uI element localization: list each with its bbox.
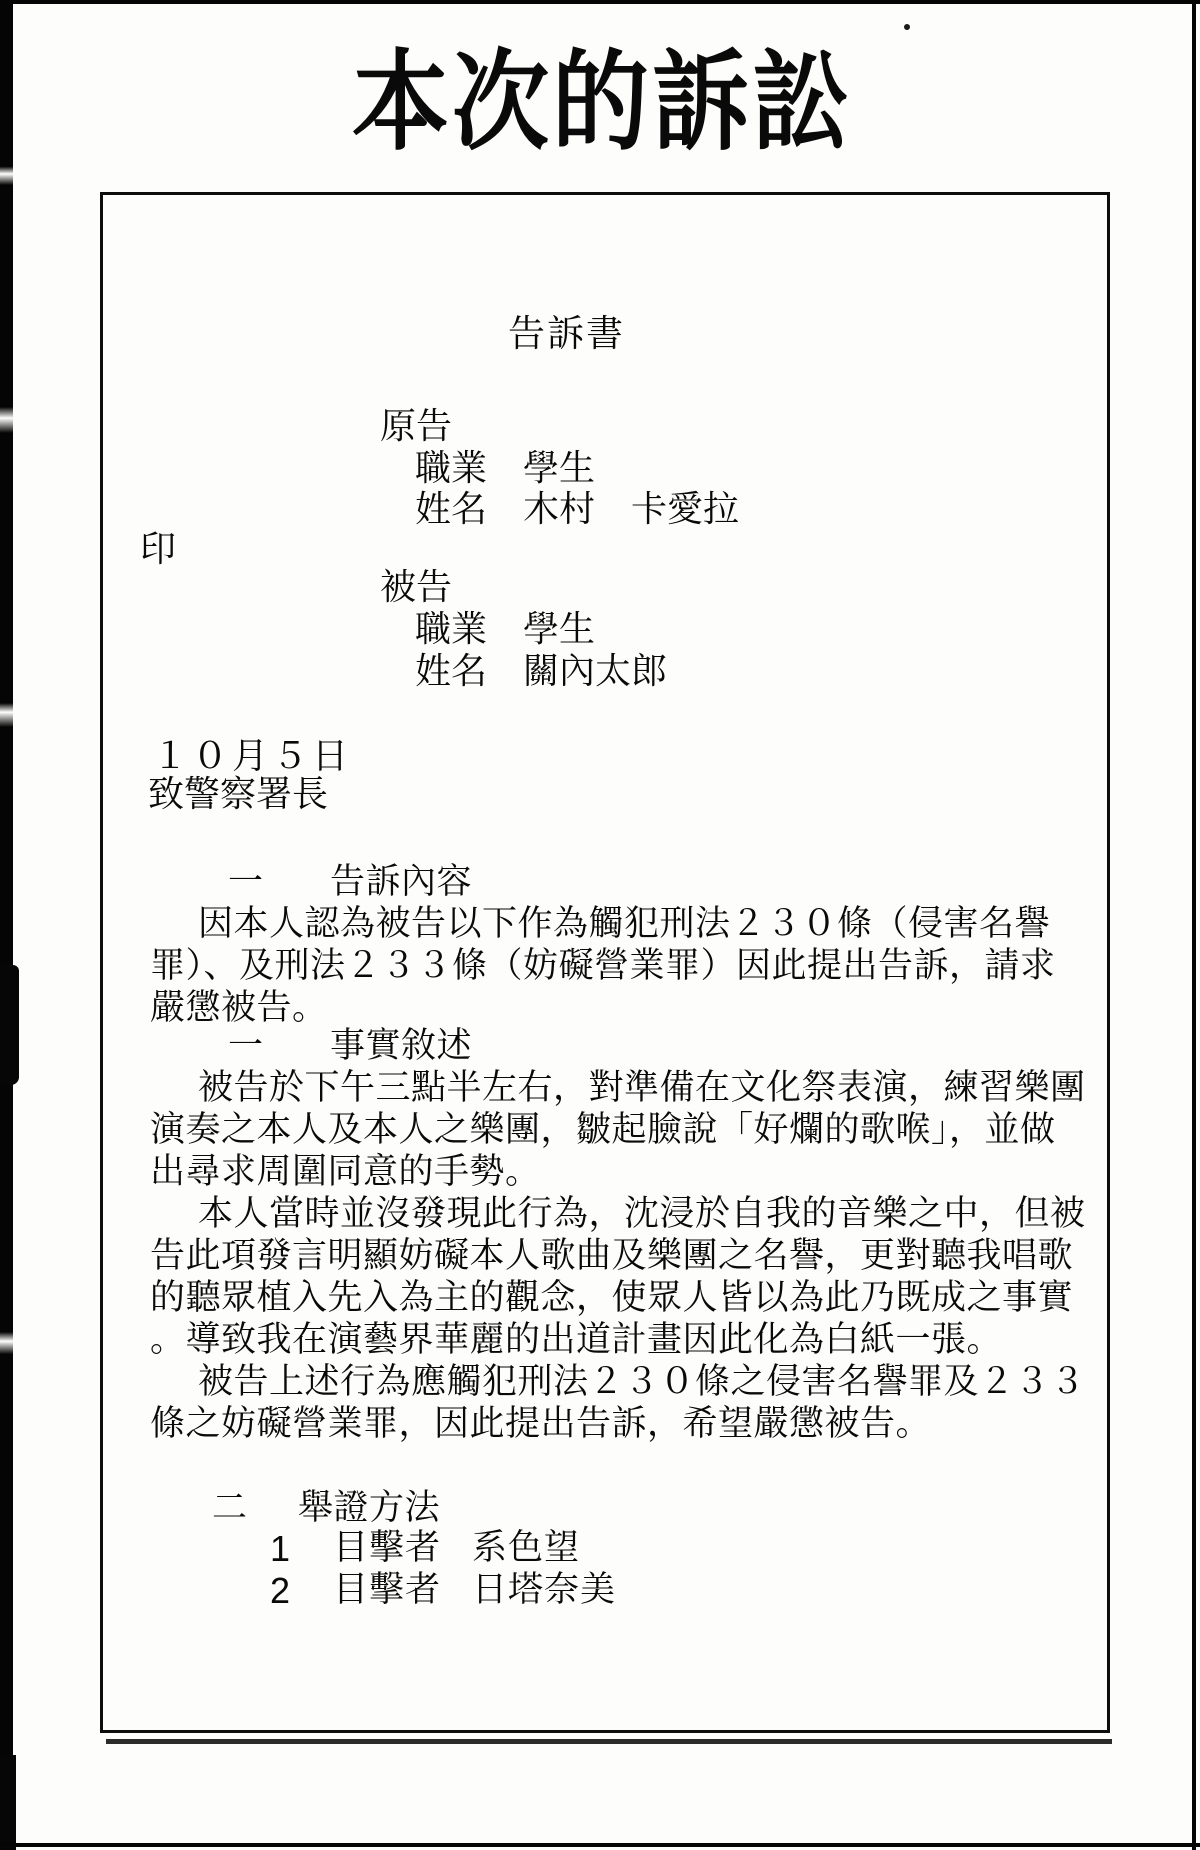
- scan-left-edge-blot: [0, 1755, 16, 1850]
- frame-bottom-shadow: [106, 1739, 1112, 1744]
- witness-name: 日塔奈美: [472, 1570, 617, 1609]
- defendant-role-label: 被告: [380, 566, 453, 607]
- witness-label: 目擊者: [333, 1528, 442, 1567]
- seal-mark: 印: [140, 528, 177, 569]
- scan-top-edge-line: [0, 0, 1200, 4]
- defendant-name-row: 姓名 關內太郎: [415, 650, 668, 691]
- witness-name: 系色望: [472, 1528, 581, 1567]
- body-line: 演奏之本人及本人之樂團，皺起臉說「好爛的歌喉」，並做: [150, 1110, 1056, 1149]
- body-line: 。導致我在演藝界華麗的出道計畫因此化為白紙一張。: [150, 1320, 1003, 1359]
- scan-noise-dot: [904, 24, 910, 30]
- section2-marker: 一: [228, 1026, 264, 1065]
- witness-row: [0, 1528, 1200, 1570]
- defendant-occupation-row: 職業 學生: [415, 608, 596, 649]
- section3-marker: 二: [212, 1488, 248, 1527]
- body-line: 罪）、及刑法２３３條（妨礙營業罪）因此提出告訴，請求: [150, 946, 1056, 985]
- addressee-line: 致警察署長: [148, 773, 329, 814]
- section3-title: 舉證方法: [298, 1488, 441, 1527]
- body-line: 告此項發言明顯妨礙本人歌曲及樂團之名譽，更對聽我唱歌: [150, 1236, 1074, 1275]
- scan-bottom-edge-line: [0, 1843, 1200, 1847]
- plaintiff-name-row: 姓名 木村 卡愛拉: [415, 488, 740, 529]
- witness-label: 目擊者: [333, 1570, 442, 1609]
- body-line: 被告上述行為應觸犯刑法２３０條之侵害名譽罪及２３３: [198, 1362, 1086, 1401]
- plaintiff-occupation-row: 職業 學生: [415, 447, 596, 488]
- body-line: 的聽眾植入先入為主的觀念，使眾人皆以為此乃既成之事實: [150, 1278, 1074, 1317]
- witness-number: 1: [270, 1528, 291, 1569]
- section2-title: 事實敘述: [330, 1026, 473, 1065]
- section1-title: 告訴內容: [330, 862, 473, 901]
- body-line: 被告於下午三點半左右，對準備在文化祭表演，練習樂團: [198, 1068, 1086, 1107]
- body-line: 出尋求周圍同意的手勢。: [150, 1152, 541, 1191]
- document-title: 告訴書: [508, 313, 625, 354]
- page-title: 本次的訴訟: [352, 40, 852, 163]
- witness-number: 2: [270, 1570, 291, 1611]
- witness-row: [0, 1570, 1200, 1612]
- document-date: １０月５日: [152, 735, 353, 776]
- body-line: 嚴懲被告。: [150, 988, 328, 1027]
- scan-left-edge-blot: [0, 965, 19, 1085]
- section1-marker: 一: [228, 862, 264, 901]
- body-line: 因本人認為被告以下作為觸犯刑法２３０條（侵害名譽: [198, 904, 1051, 943]
- plaintiff-role-label: 原告: [380, 405, 453, 446]
- body-line: 本人當時並沒發現此行為，沈浸於自我的音樂之中，但被: [198, 1194, 1086, 1233]
- body-line: 條之妨礙營業罪，因此提出告訴，希望嚴懲被告。: [150, 1404, 932, 1443]
